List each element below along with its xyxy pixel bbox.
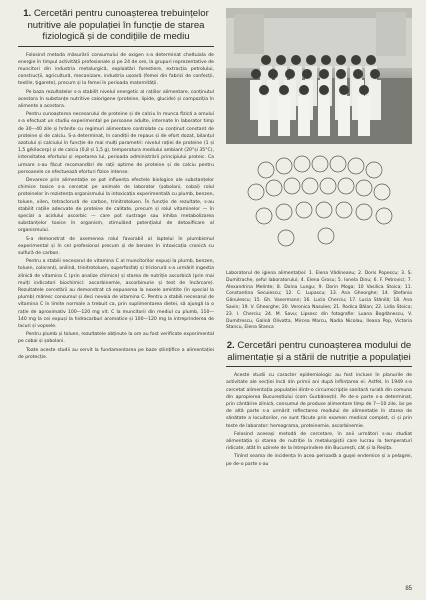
key-figure-outline [276,158,292,174]
person-head [359,85,369,95]
section-2-body [226,372,412,468]
section-2-divider [226,366,412,367]
paragraph: Folosind aceeași metodă de cercetare, în anii următori s-au studiat alimentația și starea de nutriție la metalurgiștii care lucrau la temperaturi ridicate, atât în uzinele de la întreprindere din București, cât și la Reșița. [226,431,412,452]
person-figure [369,80,381,120]
key-figure-outline [312,156,328,172]
key-figure-outline [256,208,272,224]
person-head [261,55,271,65]
section-2-heading: Cercetări pentru cunoașterea modului de alimentație și a stării de nutriție a populației [227,340,412,363]
person-head [366,55,376,65]
photo-key-diagram [226,152,412,262]
right-column [226,8,412,593]
person-head [353,69,363,79]
person-head [336,55,346,65]
paragraph: Toate aceste studii au servit la fundamentarea pe baze științifice a alimentației de protecție. [18,347,214,360]
person-figure [258,96,270,136]
person-head [291,55,301,65]
person-head [302,69,312,79]
paragraph: Pentru plumb și toluen, rezultatele obținute la om au fost verificate experimental pe cobai și șobolani. [18,332,214,345]
person-head [319,85,329,95]
person-head [351,55,361,65]
person-head [276,55,286,65]
section-1-heading: Cercetări pentru cunoașterea trebuințelor nutritive ale populației în funcție de starea fiziologică și de condițiile de mediu [27,8,209,42]
person-figure [278,96,290,136]
paragraph: S-a demonstrat de asemenea rolul favorabil al laptelui în plumbismul experimental și în cel profesional precum și de benzen în intoxicația cronică cu sulfură de carbon. [18,236,214,256]
person-head [279,85,289,95]
key-figure-outline [318,228,334,244]
person-figure [318,96,330,136]
key-figure-outline [338,178,354,194]
key-figure-outline [266,180,282,196]
person-head [339,85,349,95]
person-head [251,69,261,79]
person-head [370,69,380,79]
page-number: 85 [405,586,412,592]
person-head [268,69,278,79]
key-figure-outline [330,156,346,172]
key-figure-outline [348,158,364,174]
section-1-divider [18,46,214,47]
key-figure-outline [278,230,294,246]
paragraph: Devarece prin alimentație se pot influența efectele biologice ale substanțelor chimice toxice s-a cercetat pe animale de laborator (șobolani, cobai) rolul proteinelor în rezistența organismului la intoxicația experimentală cu plumb, benzen, toluen, xilen, tetraclorură de carbon, trinitrotoluen. În funcție de rezultate, s-au stabilit rațiile adecvate de proteine de calitate, precum și rolul vitaminelor — în special a acidului ascorbic — care pot sustrage sau inhiba metabolizarea substanțelor toxice în organism, stimulând potențialul de detoxificare al organismului. [18,177,214,234]
key-figure-outline [258,162,274,178]
paragraph: Folosind metoda măsurării consumului de oxigen s-a determinat cheltuiala de energie în timpul activității profesionale și pe 24 de ore, la grupuri reprezentative de muncitori din industria metalurgică, exploatări forestiere, extracția petrolului, construcții, agricultură, mecanizare, industria ușoară (femei din fabrici de confecții, textile, țigarete), precum și la femei în perioada maternității. [18,52,214,87]
group-photo [226,8,412,144]
person-figure [358,96,370,136]
key-figure-outline [284,178,300,194]
person-figure [298,96,310,136]
key-figure-outline [320,178,336,194]
paragraph: Pe baza rezultatelor s-a stabilit nivelul energetic al rațiilor alimentare, conținutul acestora în substanțe nutritive calorigene (proteine, lipide, glucide) și compoziția în alimente a acestora. [18,89,214,109]
key-figure-outline [374,184,390,200]
section-1-title [18,8,214,43]
person-head [299,85,309,95]
person-head [319,69,329,79]
person-head [336,69,346,79]
key-figure-outline [336,202,352,218]
key-figure-outline [248,184,264,200]
key-figure-outline [294,156,310,172]
section-2-title [226,340,412,363]
key-figure-outline [376,208,392,224]
key-figure-outline [296,202,312,218]
person-head [321,55,331,65]
paragraph: Pentru a stabili necesarul de vitamina C al muncitorilor expuși la plumb, benzen, toluen, coloranți, anilină, trinitrotoluen, superfosfați și triclorură s-a urmărit ingestia zilnică de vitamina C (prin analize chimice) și starea de nutriție ascorbică (prin mai mulți indicatori biochimici: ascorbinemie, ascorbinurie și test de încărcare). Rezultatele cercetării au demonstrat că expunerea la noxele amintite (în special la plumb) măresc consumul și deci nevoia de vitamina C. Pentru a stabili necesarul de vitamina C în limite normale a trebuit ca, prin suplimentarea dietei, să ajungă la o rație de aproximativ 100—120 mg vit. C la muncitorii din mediul cu plumb, 110—140 mg la cei expuși la hidrocarburi aromatice și 100—120 mg la intreprinderea de lacuri și vopsele. [18,259,214,330]
key-figure-outline [302,178,318,194]
key-figure-outline [356,204,372,220]
person-figure [338,96,350,136]
section-1-body [18,52,214,362]
section-2-number: 2. [226,340,235,352]
key-figure-outline [276,204,292,220]
key-figure-outline [356,180,372,196]
key-figure-outline [316,202,332,218]
paragraph: Tinînd seama de incidența în acea perioadă a guşei endemice și a pelagrei, pe de-o parte s-au [226,454,412,467]
key-figure-outline [366,162,382,178]
person-head [259,85,269,95]
paragraph: Pentru cunoașterea necesarului de proteine și de calciu în munca fizică a omului s-a efectuat un studiu experimental pe persoane adulte, internate în laborator timp de 30—40 zile și hrănite cu regimuri alimentare controlate cu conținut constant de proteine și de calciu. S-a determinat, în condiții de repaus și de efort dozat, bilanțul azotului și calciului în funcție de mai mulți parametri: nivelul rației de proteine (1 și 1,5 g/kilocorp) și de calciu (0,8 și 1,5 g), temperatura mediului ambiant (20°și 35°C), intensitatea efortului și repetarea lui, perioada administrării principiului proteic. Ca urmare s-au făcut recomandări de rații optime de proteine și de calciu pentru persoanele ce efectuează eforturi fizice intense. [18,112,214,175]
section-1-number: 1. [23,8,32,19]
person-head [306,55,316,65]
paragraph: Aceste studii cu caracter epidemiologic au fost incluse în planurile de activitate ale secției încă din primii ani după înființarea ei. Astfel, în 1949 s-a cercetat alimentația populației dintr-o circumscripție sanitară rurală din comuna din apropierea Bucureștiului (com Gurbănești). Pe de-o parte s-a determinat, prin cântărire zilnică, consumul de produse alimentare timp de 7—10 zile, iar pe de altă parte s-a urmărit reflectarea modului de alimentație în starea de sănătate a locuitorilor, ne sunt făcute prin examen medical complet, ci și prin teste de laborator: hemograma, proteinemie, ascorbinemie. [226,373,412,429]
photo-caption: Laboratorul de igiena alimentației: 1. Elena Vădineanu; 2. Doris Popescu; 3. Ș. Dumitrache, șeful laboratorului; 4. Elena Grosu; 5. Ionela Dinu; 6. F. Petrovici; 7. Alexandrina Melinte; 8. Doina Lungu; 9. Dorin Moga; 10 Vasilica Stoica; 11. Constantina Secuiescu; 12. C. Lupascu; 13. Ana Gheorghe; 14. Ștefania Gânulescu; 15. Gh. Vasermann; 16. Lucia Cherciu; 17. Lucia Stănilă; 18. Ana Savin; 19. V. Gheorghe; 20. Veronica Nasulee; 21. Rodica Bălan; 22. Lidia Stoica; 23. I. Cherciu; 24. M. Savu; Lipsesc din fotografie: Luana Bogdănescu, V. Dumitrescu, Galină Olivotta, Mircea Marcu, Nadia Nicolau, Ileana Pop, Victoria Stancu, Elena Stanca [226,271,412,331]
person-head [285,69,295,79]
group-photo-image [226,8,412,144]
left-column [18,8,214,593]
